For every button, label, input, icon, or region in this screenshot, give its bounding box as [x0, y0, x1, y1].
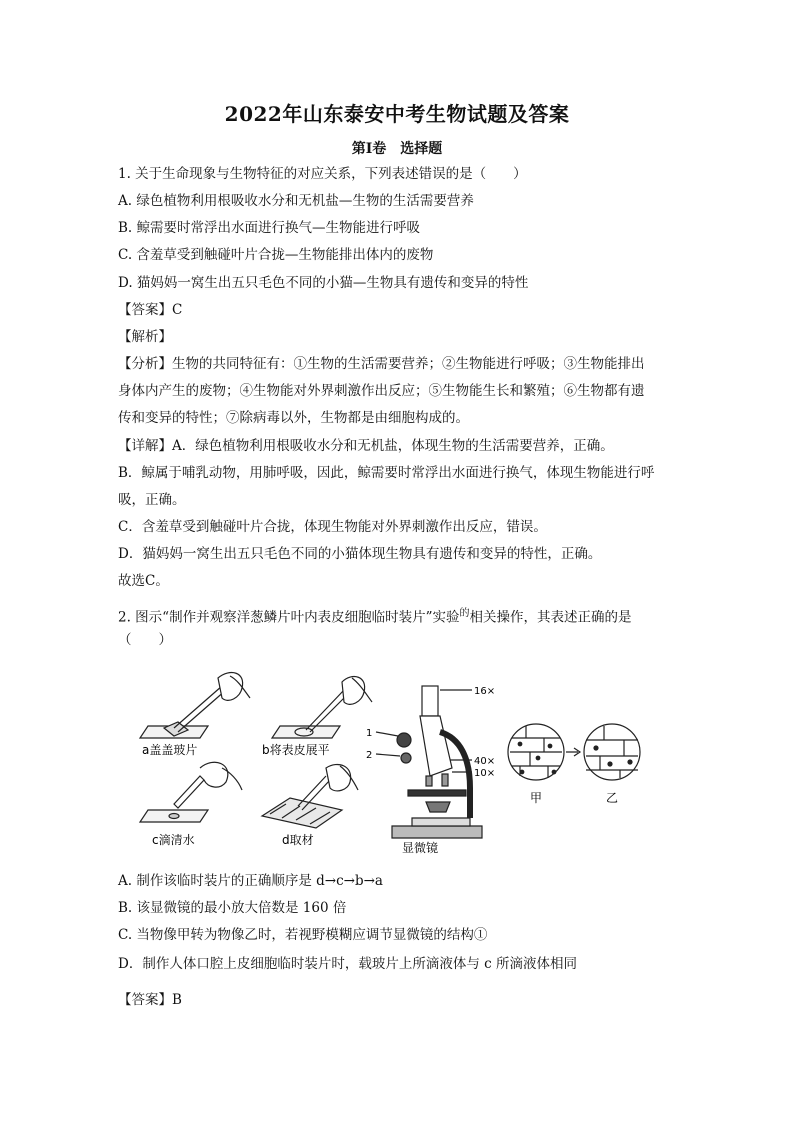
q1-analysis-line: D．猫妈妈一窝生出五只毛色不同的小猫体现生物具有遗传和变异的特性，正确。 — [118, 546, 602, 562]
q1-option-d: D. 猫妈妈一窝生出五只毛色不同的小猫—生物具有遗传和变异的特性 — [118, 275, 529, 291]
q1-analysis-line: C．含羞草受到触碰叶片合拢，体现生物能对外界刺激作出反应，错误。 — [118, 519, 547, 535]
q1-answer: 【答案】C — [118, 302, 183, 318]
drip-water-illustration — [140, 762, 242, 822]
cell-view-jia — [508, 724, 580, 780]
section-heading: 第Ⅰ卷 选择题 — [351, 141, 443, 157]
q1-option-b: B. 鲸需要时常浮出水面进行换气—生物能进行呼吸 — [118, 220, 421, 236]
figure-label-10x: 10× — [474, 768, 496, 779]
figure-label-1: 1 — [366, 728, 373, 739]
q1-analysis-line: 吸，正确。 — [118, 492, 186, 508]
q2-option-c: C. 当物像甲转为物像乙时，若视野模糊应调节显微镜的结构① — [118, 927, 488, 943]
figure-label-16x: 16× — [474, 686, 496, 697]
cell-view-yi — [584, 724, 640, 780]
figure-label-microscope: 显微镜 — [402, 841, 439, 855]
cover-slip-illustration — [140, 673, 250, 738]
q1-analysis-line: 传和变异的特性；⑦除病毒以外，生物都是由细胞构成的。 — [118, 410, 469, 426]
q2-stem-part2: 相关操作，其表述正确的是 — [469, 609, 632, 626]
experiment-figure — [130, 668, 650, 858]
figure-label-a: a盖盖玻片 — [142, 743, 198, 757]
q2-stem-part1: 2. 图示“制作并观察洋葱鳞片叶内表皮细胞临时装片”实验 — [118, 609, 460, 626]
q2-stem-sup: 的 — [459, 608, 470, 619]
q1-option-c: C. 含羞草受到触碰叶片合拢—生物能排出体内的废物 — [118, 247, 434, 263]
figure-label-2: 2 — [366, 750, 373, 761]
q1-stem: 1. 关于生命现象与生物特征的对应关系，下列表述错误的是（ ） — [118, 166, 527, 182]
figure-label-yi: 乙 — [606, 791, 619, 805]
q2-stem-line2: （ ） — [118, 632, 172, 648]
q1-analysis-line: 身体内产生的废物；④生物能对外界刺激作出反应；⑤生物能生长和繁殖；⑥生物都有遗 — [118, 383, 645, 399]
take-material-illustration — [262, 764, 358, 828]
spread-epidermis-illustration — [272, 677, 372, 738]
figure-label-d: d取材 — [282, 833, 314, 847]
q1-analysis-label: 【解析】 — [118, 329, 172, 345]
figure-label-40x: 40× — [474, 756, 496, 767]
q2-answer: 【答案】B — [118, 992, 182, 1008]
q1-analysis-line: 故选C。 — [118, 573, 169, 589]
figure-label-b: b将表皮展平 — [262, 743, 330, 757]
q1-analysis-line: 【详解】A．绿色植物利用根吸收水分和无机盐，体现生物的生活需要营养，正确。 — [118, 438, 614, 454]
page-title: 2022年山东泰安中考生物试题及答案 — [224, 102, 570, 126]
microscope-illustration — [376, 686, 482, 838]
q1-analysis-line: 【分析】生物的共同特征有：①生物的生活需要营养；②生物能进行呼吸；③生物能排出 — [118, 356, 645, 372]
q1-analysis-line: B．鲸属于哺乳动物，用肺呼吸，因此，鲸需要时常浮出水面进行换气，体现生物能进行呼 — [118, 465, 655, 481]
q2-stem-line1 — [118, 605, 631, 627]
figure-label-jia: 甲 — [530, 791, 543, 805]
q2-option-d: D．制作人体口腔上皮细胞临时装片时，载玻片上所滴液体与 c 所滴液体相同 — [118, 956, 577, 972]
q2-option-a: A. 制作该临时装片的正确顺序是 d→c→b→a — [118, 873, 383, 889]
q1-option-a: A. 绿色植物利用根吸收水分和无机盐—生物的生活需要营养 — [118, 193, 474, 209]
figure-label-c: c滴清水 — [152, 833, 195, 847]
q2-option-b: B. 该显微镜的最小放大倍数是 160 倍 — [118, 900, 347, 916]
